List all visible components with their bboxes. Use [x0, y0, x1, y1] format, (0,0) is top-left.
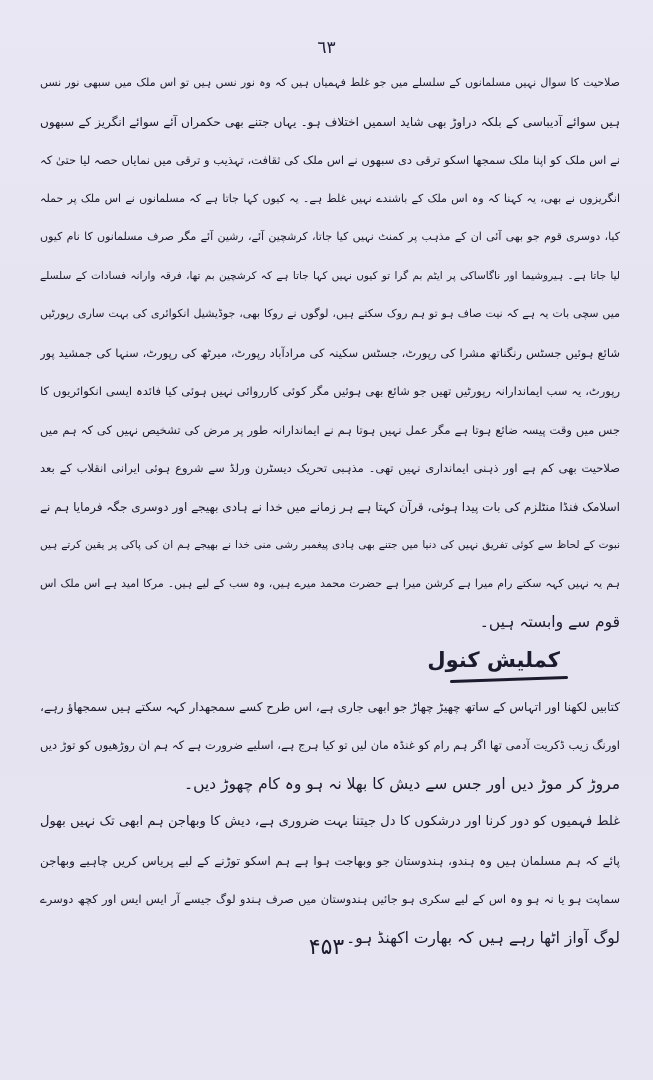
text-line: صلاحیت کا سوال نہیں مسلمانوں کے سلسلے میں جو غلط فہمیاں ہیں کہ وہ نور نسں ہیں تو اس ملک میں سبھی نور نسں: [40, 76, 620, 89]
text-line: نبوت کے لحاظ سے کوئی تفریق نہیں کی دنیا میں جتنے بھی ہادی پیغمبر رشی منی خدا نے بھیجے ہم ان کی پاکی پر یقین کرتے ہیں: [40, 539, 620, 551]
text-line: پائے کہ ہم مسلمان ہیں وہ ہندو، ہندوستان جو وبھاجت ہوا ہے ہم اسکو توڑنے کے لیے پریاس کریں چاہیے وبھاجن: [40, 853, 620, 868]
text-line: لوگ آواز اٹھا رہے ہیں کہ بھارت اکھنڈ ہو۔: [346, 928, 620, 947]
text-line: قوم سے وابستہ ہیں۔: [479, 613, 620, 631]
section-heading-block: [40, 644, 620, 688]
text-line: غلط فہمیوں کو دور کرنا اور درشکوں کا دل جیتنا بہت ضروری ہے، دیش کا وبھاجن ہم ابھی تک نہیں بھول: [40, 814, 620, 829]
text-line: انگریزوں نے بھی، یہ کہنا کہ وہ اس ملک کے باشندے نہیں غلط ہے۔ یہ کیوں کہا جاتا ہے کہ مسلمانوں نے اس ملک پر حملہ: [40, 191, 620, 205]
text-line: کیا، دوسری قوم جو بھی آئی ان کے مذہب پر کمنٹ نہیں کیا جاتا، کرشچین آئے، رشین آئے مگر صرف مسلمانوں کا نام کیوں: [40, 230, 620, 243]
heading-underline: [450, 675, 568, 682]
text-line: کتابیں لکھنا اور اتہاس کے ساتھ چھیڑ چھاڑ جو ابھی جاری ہے، اس طرح کسے سمجھدار کہہ سکتے ہیں سمجھاؤ رہے،: [40, 699, 620, 714]
text-line: اسلامک فنڈا منٹلزم کی بات پیدا ہوئی، قرآن کہتا ہے ہر زمانے میں خدا نے ہادی بھیجے اور دوسری جگہ فرمایا ہم نے: [40, 499, 620, 514]
text-line: نے اس ملک کو اپنا ملک سمجھا اسکو ترقی دی سبھوں نے اس ملک کی ثقافت، تہذیب و ترقی میں نمایاں حصہ لیا حتیٰ کہ: [40, 153, 620, 167]
page-body: [40, 64, 620, 957]
text-line: سماپت ہو یا نہ ہو وہ اس کے لیے سکری ہو جائیں ہندوستان میں صرف ہندو لوگ جیسے آر ایس ایس اور کچھ دوسرے: [40, 892, 620, 906]
text-line: مروڑ کر موڑ دیں اور جس سے دیش کا بھلا نہ ہو وہ کام چھوڑ دیں۔: [183, 774, 620, 793]
text-line: لیا جاتا ہے۔ ہیروشیما اور ناگاساکی پر ایٹم بم گرا تو کیوں نہیں کہا جاتا ہے کہ کرشچین بم تھا، فرقہ وارانہ فسادات کے سلسلے: [40, 269, 620, 282]
text-line: صلاحیت بھی کم ہے اور ذہنی ایمانداری نہیں تھی۔ مذہبی تحریک دیسٹرن ورلڈ سے شروع ہوئی ایرانی انقلاب کے بعد: [40, 461, 620, 475]
text-line: ہم یہ نہیں کہہ سکتے رام میرا ہے کرشن میرا ہے حضرت محمد میرے ہیں، وہ سب کے لیے ہیں۔ مرکا امید ہے اس ملک اس: [40, 576, 620, 590]
text-line: شائع ہوئیں جسٹس رنگناتھ مشرا کی رپورٹ، جسٹس سکینہ کی مرادآباد رپورٹ، میرٹھ کی رپورٹ، سنہا کی جمشید پور: [40, 345, 620, 360]
text-line: ہیں سوائے آدیباسی کے بلکہ دراوڑ بھی شاید اسمیں اختلاف ہو۔ یہاں جتنے بھی حکمراں آئے سوائے انگریز کے سبھوں: [40, 114, 620, 129]
page-top-number: ٦٣: [317, 38, 336, 58]
text-line: اورنگ زیب ڈکریت آدمی تھا اگر ہم رام کو غنڈہ مان لیں تو کیا ہرج ہے، اسلیے ضرورت ہے کہ ہم ان روڑھیوں کو توڑ دیں: [40, 738, 620, 752]
page-bottom-number: ۴۵۳: [308, 935, 345, 960]
text-line: جس میں وقت پیسہ ضائع ہوتا ہے مگر عمل نہیں ہوتا ہم نے ایماندارانہ طور پر مرض کی تشخیص نہیں کی کہ ہم میں: [40, 422, 620, 437]
paragraph-section-2: [40, 688, 620, 958]
section-heading: کملیش کنول: [427, 647, 560, 672]
text-line: رپورٹ، یہ سب ایماندارانہ رپورٹیں تھیں جو شائع بھی ہوئیں مگر کوئی کارروائی نہیں ہوئی کیا فائدہ ایسی انکوائریوں کا: [40, 384, 620, 398]
paragraph-section-1: [40, 64, 620, 642]
text-line: میں سچی بات یہ ہے کہ نیت صاف ہو تو ہم روک سکتے ہیں، لوگوں نے روکا بھی، جوڈیشیل انکوائری کی بہت ساری رپورٹیں: [40, 307, 620, 320]
